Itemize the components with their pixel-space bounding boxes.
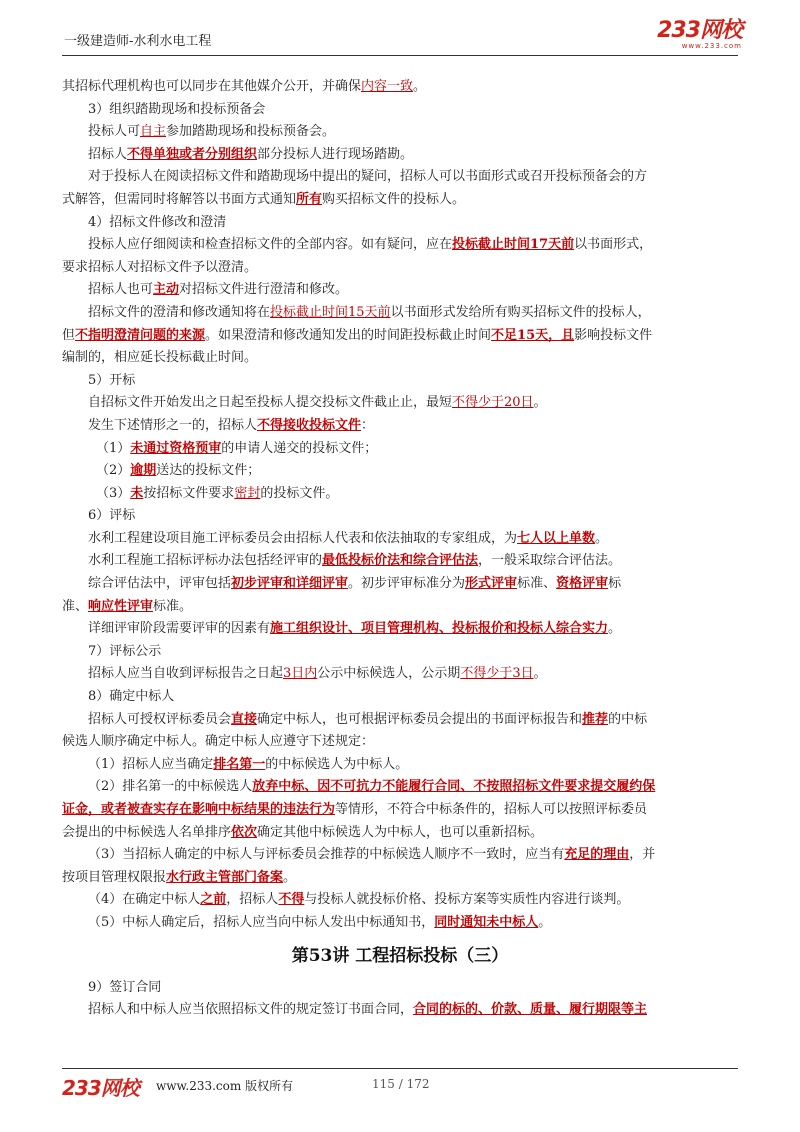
text-run: 。初步评审标准分为	[348, 576, 466, 592]
highlighted-text: 不得少于20日	[452, 395, 534, 411]
text-run: 。如果澄清和修改通知发出的时间距投标截止时间	[205, 327, 492, 343]
text-run: 发生下述情形之一的，招标人	[88, 417, 258, 433]
text-run: 。	[595, 530, 609, 546]
highlighted-text: 合同的标的、价款、质量、履行期限等主	[413, 1002, 648, 1018]
text-run: 其招标代理机构也可以同步在其他媒介公开，并确保	[62, 79, 362, 94]
paragraph-line: 编制的，相应延长投标截止时间。	[62, 350, 258, 366]
page-footer	[62, 1072, 738, 1100]
section-heading: 3）组织踏勘现场和投标预备会	[88, 101, 266, 117]
paragraph-line	[62, 279, 738, 302]
text-run: 按招标文件要求	[143, 485, 235, 501]
section-heading: 8）确定中标人	[88, 689, 175, 705]
text-run: （2）	[96, 463, 131, 479]
text-run: 参加踏勘现场和投标预备会。	[166, 124, 336, 140]
highlighted-text: 主动	[153, 282, 180, 298]
text-run: 标准、	[517, 576, 557, 592]
text-run: 等情形，不符合中标条件的，招标人可以按照评标委员	[335, 802, 648, 817]
highlighted-text: 未	[130, 485, 144, 501]
paragraph-line: 要求招标人对招标文件予以澄清。	[62, 259, 258, 275]
text-run: 水利工程施工招标评标办法包括经评审的	[88, 553, 323, 569]
text-run: 详细评审阶段需要评审的因素有	[88, 621, 271, 637]
highlighted-text: 七人以上单数	[517, 530, 596, 546]
highlighted-text: 不得单独或者分别组织	[127, 146, 258, 162]
list-item	[62, 889, 738, 912]
highlighted-text: 之前	[200, 892, 227, 908]
lecture-title: 第53讲 工程招标投标（三）	[291, 945, 509, 966]
paragraph-line	[62, 234, 738, 257]
text-run: 招标人也可	[88, 282, 154, 298]
section-heading: 6）评标	[88, 508, 136, 524]
text-run: ，并	[629, 847, 656, 863]
text-run: 准、	[62, 598, 89, 614]
highlighted-text: 密封	[234, 485, 261, 501]
paragraph-line	[62, 550, 738, 573]
list-item	[62, 776, 738, 799]
paragraph-line	[62, 573, 738, 596]
highlighted-text: 直接	[231, 711, 258, 727]
highlighted-text: 不足15天，且	[491, 327, 575, 343]
highlighted-text: 最低投标价法和综合评估法	[322, 553, 479, 569]
text-run: 按项目管理权限报	[62, 869, 167, 885]
text-run: ：	[361, 417, 375, 433]
paragraph-line	[62, 144, 738, 167]
paragraph-line	[62, 76, 738, 99]
paragraph-line: 候选人顺序确定中标人。确定中标人应遵守下述规定：	[62, 734, 375, 750]
highlighted-text: 投标截止时间17天前	[452, 237, 575, 253]
highlighted-text: 3日内	[283, 666, 318, 682]
list-item	[62, 754, 738, 777]
text-run: 的申请人递交的投标文件；	[221, 440, 378, 456]
highlighted-text: 投标截止时间15天前	[270, 304, 391, 320]
section-heading: 4）招标文件修改和澄清	[88, 214, 227, 230]
highlighted-text: 依次	[231, 824, 258, 840]
highlighted-text: 充足的理由	[564, 847, 630, 863]
highlighted-text: 同时通知未中标人	[434, 914, 539, 930]
text-run: （1）	[96, 440, 131, 456]
logo-url-text: www.233.com	[681, 42, 742, 50]
highlighted-text: 施工组织设计、项目管理机构、投标报价和投标人综合实力	[270, 621, 609, 637]
list-item	[62, 460, 738, 483]
highlighted-text: 初步评审和详细评审	[231, 576, 349, 592]
document-body	[62, 76, 738, 1022]
text-run: （2）排名第一的中标候选人	[88, 779, 253, 795]
footer-logo[interactable]: 233网校	[62, 1076, 139, 1100]
footer-copyright: www.233.com 版权所有	[156, 1079, 294, 1093]
text-run: 水利工程建设项目施工评标委员会由招标人代表和依法抽取的专家组成，为	[88, 530, 518, 546]
highlighted-text: 形式评审	[465, 576, 518, 592]
text-run: 。	[533, 395, 547, 411]
highlighted-text: 内容一致	[361, 79, 414, 94]
text-run: （3）当招标人确定的中标人与评标委员会推荐的中标候选人顺序不一致时，应当有	[88, 847, 565, 863]
text-run: 会提出的中标候选人名单排序	[62, 824, 232, 840]
paragraph-line	[62, 822, 738, 845]
highlighted-text: 推荐	[582, 711, 609, 727]
text-run: 。	[283, 869, 297, 885]
text-run: 。	[533, 666, 547, 682]
section-heading: 9）签订合同	[88, 979, 162, 995]
list-item	[62, 438, 738, 461]
text-run: 招标人	[88, 146, 128, 162]
document-title: 一级建造师-水利水电工程	[64, 34, 212, 49]
text-run: （5）中标人确定后，招标人应当向中标人发出中标通知书，	[88, 914, 435, 930]
logo-brand-text: 233网校	[657, 18, 742, 43]
text-run: 综合评估法中，评审包括	[88, 576, 232, 592]
page-number: 115 / 172	[372, 1077, 430, 1091]
text-run: 式解答，但需同时将解答以书面方式通知	[62, 191, 297, 207]
highlighted-text: 逾期	[130, 463, 157, 479]
text-run: 标准。	[153, 598, 193, 614]
text-run: ，招标人	[226, 892, 279, 908]
text-run: 的中标候选人为中标人。	[265, 756, 409, 772]
highlighted-text: 水行政主管部门备案	[166, 869, 284, 885]
highlighted-text: 证金，或者被查实存在影响中标结果的违法行为	[62, 802, 336, 817]
header-divider	[62, 55, 738, 56]
highlighted-text: 资格评审	[556, 576, 609, 592]
paragraph-line	[62, 618, 738, 641]
text-run: 招标文件的澄清和修改通知将在	[88, 304, 271, 320]
paragraph-line	[62, 663, 738, 686]
text-run: 的投标文件。	[260, 485, 339, 501]
paragraph-line	[62, 392, 738, 415]
text-run: 对招标文件进行澄清和修改。	[179, 282, 349, 298]
list-item	[62, 483, 738, 506]
text-run: （4）在确定中标人	[88, 892, 201, 908]
text-run: 确定中标人，也可根据评标委员会提出的书面评标报告和	[257, 711, 583, 727]
text-run: 投标人可	[88, 124, 141, 140]
text-run: 招标人可授权评标委员会	[88, 711, 232, 727]
paragraph-line	[62, 325, 738, 348]
highlighted-text: 不得接收投标文件	[257, 417, 362, 433]
text-run: 以书面形式发给所有购买招标文件的投标人，	[390, 304, 651, 320]
paragraph-line	[62, 302, 738, 325]
paragraph-line	[62, 189, 738, 212]
text-run: 影响投标文件	[574, 327, 653, 343]
text-run: 投标人应仔细阅读和检查招标文件的全部内容。如有疑问，应在	[88, 237, 453, 253]
text-run: 。	[608, 621, 622, 637]
footer-divider	[62, 1068, 738, 1069]
highlighted-text: 响应性评审	[88, 598, 154, 614]
highlighted-text: 放弃中标、因不可抗力不能履行合同、不按照招标文件要求提交履约保	[252, 779, 656, 795]
paragraph-line: 对于投标人在阅读招标文件和踏勘现场中提出的疑问，招标人可以书面形式或召开投标预备会的方	[88, 169, 648, 185]
highlighted-text: 自主	[140, 124, 167, 140]
highlighted-text: 不指明澄清问题的来源	[75, 327, 206, 343]
highlighted-text: 不得少于3日	[460, 666, 534, 682]
text-run: 的中标	[608, 711, 648, 727]
text-run: 但	[62, 327, 76, 343]
paragraph-line	[62, 528, 738, 551]
text-run: （3）	[96, 485, 131, 501]
text-run: 以书面形式，	[574, 237, 653, 253]
highlighted-text: 未通过资格预审	[130, 440, 222, 456]
text-run: 自招标文件开始发出之日起至投标人提交投标文件截止止，最短	[88, 395, 453, 411]
highlighted-text: 排名第一	[213, 756, 266, 772]
brand-logo[interactable]	[657, 20, 742, 50]
paragraph-line	[62, 867, 738, 890]
text-run: 送达的投标文件；	[156, 463, 261, 479]
paragraph-line	[62, 596, 738, 619]
text-run: 与投标人就投标价格、投标方案等实质性内容进行谈判。	[304, 892, 630, 908]
section-heading: 7）评标公示	[88, 643, 162, 659]
text-run: 标	[608, 576, 622, 592]
text-run: ，一般采取综合评估法。	[478, 553, 622, 569]
paragraph-line	[62, 799, 738, 822]
highlighted-text: 不得	[278, 892, 305, 908]
paragraph-line	[62, 999, 738, 1022]
paragraph-line	[62, 709, 738, 732]
text-run: 确定其他中标候选人为中标人，也可以重新招标。	[257, 824, 544, 840]
text-run: 公示中标候选人，公示期	[317, 666, 461, 682]
paragraph-line	[62, 415, 738, 438]
text-run: 招标人应当自收到评标报告之日起	[88, 666, 284, 682]
text-run: 部分投标人进行现场踏勘。	[257, 146, 414, 162]
paragraph-line	[62, 121, 738, 144]
text-run: （1）招标人应当确定	[88, 756, 214, 772]
text-run: 购买招标文件的投标人。	[322, 191, 466, 207]
highlighted-text: 所有	[296, 191, 323, 207]
list-item	[62, 912, 738, 935]
text-run: 招标人和中标人应当依照招标文件的规定签订书面合同，	[88, 1002, 414, 1018]
text-run: 。	[538, 914, 552, 930]
list-item	[62, 844, 738, 867]
text-run: 。	[413, 79, 427, 94]
section-heading: 5）开标	[88, 372, 136, 388]
